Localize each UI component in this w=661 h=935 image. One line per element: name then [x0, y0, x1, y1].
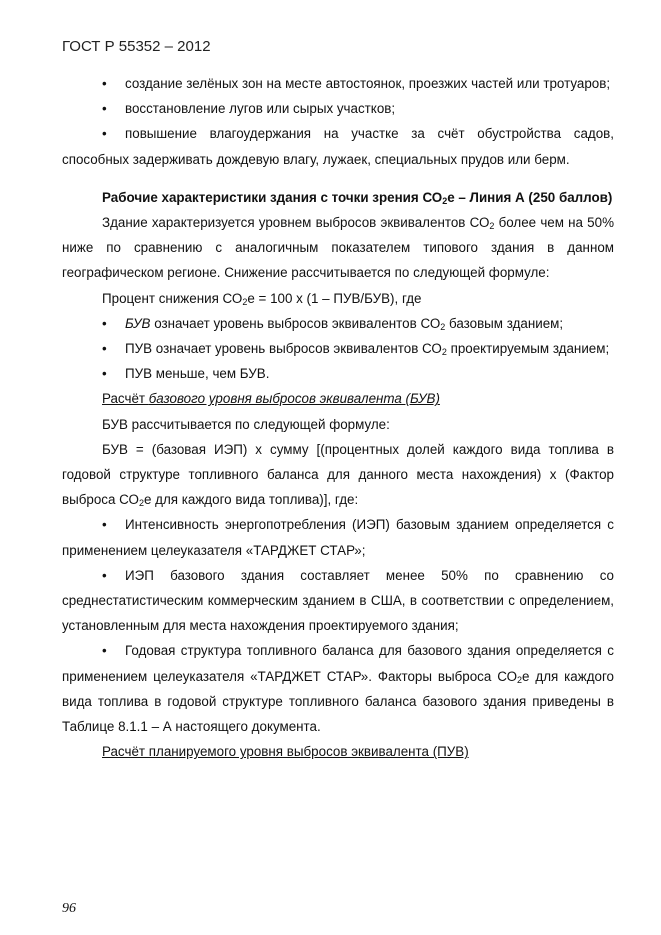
subsection-title: Расчёт планируемого уровня выбросов эквивалента (ПУВ) [102, 744, 469, 760]
bullet-glyph: • [102, 643, 107, 659]
formula-paragraph: БУВ = (базовая ИЭП) х сумму [(процентных долей каждого вида топлива в годовой структуре топливного баланса для данного места нахождения) х (Фактор выброса $СО_2е$ для каждого вида топлива)], где: [62, 441, 614, 509]
bullet-glyph: • [102, 315, 107, 331]
formula-line: Процент снижения $СО_2е = 100$ х (1 – ПУВ/БУВ), где [102, 290, 422, 307]
bullet-item: • Годовая структура топливного баланса для базового здания определяется с применением целеуказателя «ТАРДЖЕТ СТАР». Факторы выброса $СО_2е$ для каждого вида топлива в годовой структуре топливного баланса базового здания приведены в Таблице 8.1.1 – А настоящего документа. [62, 638, 614, 739]
page-number: 96 [62, 901, 76, 916]
bullet-item: • восстановление лугов или сырых участков; [62, 96, 614, 121]
subsection-title: Расчёт базового уровня выбросов эквивалента (БУВ) [102, 391, 440, 407]
bullet-item: • создание зелёных зон на месте автостоянок, проезжих частей или тротуаров; [62, 71, 614, 96]
bullet-glyph: • [102, 341, 107, 357]
bullet-item: • Интенсивность энергопотребления (ИЭП) базовым зданием определяется с применением целеуказателя «ТАРДЖЕТ СТАР»; [62, 512, 614, 562]
bullet-glyph: • [102, 76, 107, 91]
section-heading: Рабочие характеристики здания с точки зрения $СО_2е$ – Линия А (250 баллов) [102, 189, 613, 206]
bullet-glyph: • [102, 126, 107, 142]
page-content [62, 71, 614, 764]
bullet-glyph: • [102, 567, 107, 583]
bullet-glyph: • [102, 101, 107, 117]
bullet-glyph: • [102, 517, 107, 533]
bullet-item: • БУВ означает уровень выбросов эквивалентов $СО_2$ базовым зданием; [62, 311, 614, 336]
paragraph: Здание характеризуется уровнем выбросов эквивалентов $СО_2$ более чем на 50% ниже по сравнению с аналогичным показателем типового здания в данном географическом регионе. Снижение рассчитывается по следующей формуле: [62, 215, 614, 281]
bullet-item: • повышение влагоудержания на участке за счёт обустройства садов, способных задерживать дождевую влагу, лужаек, специальных прудов или берм. [62, 121, 614, 171]
bullet-glyph: • [102, 366, 107, 382]
bullet-item: • ПУВ меньше, чем БУВ. [62, 361, 614, 386]
page-header-title: ГОСТ Р 55352 – 2012 [62, 38, 211, 55]
paragraph: БУВ рассчитывается по следующей формуле: [102, 416, 390, 432]
bullet-item: • ИЭП базового здания составляет менее 50% по сравнению со среднестатистическим коммерческим зданием в США, в соответствии с определением, установленным для места нахождения проектируемого здания; [62, 563, 614, 639]
bullet-item: • ПУВ означает уровень выбросов эквивалентов $СО_2$ проектируемым зданием; [62, 336, 614, 361]
